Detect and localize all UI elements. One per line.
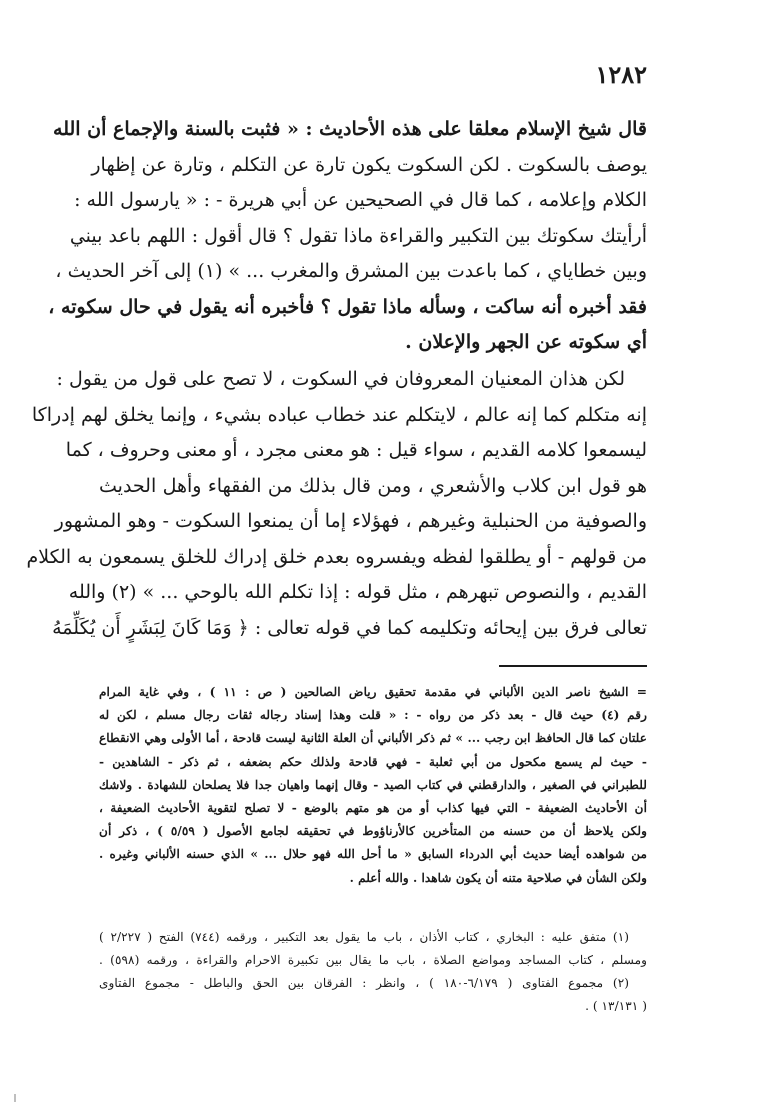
note-line: من شواهده أيضا حديث أبي الدرداء السابق « ما أحل الله فهو حلال ... » الذي حسنه الألباني وغيره .	[99, 847, 647, 862]
text-line: تعالى فرق بين إيحائه وتكليمه كما في قوله تعالى : ﴿ وَمَا كَانَ لِبَشَرٍ أَن يُكَلِّمَهُ	[52, 616, 647, 639]
text-line: القديم ، والنصوص تبهرهم ، مثل قوله : إذا تكلم الله بالوحي ... » (٢) والله	[68, 581, 647, 603]
margin-mark	[14, 1094, 16, 1102]
text-line: قال شيخ الإسلام معلقا على هذه الأحاديث : « فثبت بالسنة والإجماع أن الله	[53, 118, 647, 140]
text-line: ليسمعوا كلامه القديم ، سواء قيل : هو معنى مجرد ، أو معنى وحروف ، كما	[65, 439, 647, 461]
text-line: من قولهم - أو يطلقوا لفظه ويفسروه بعدم خلق إدراك للخلق يسمعون به الكلام	[26, 545, 647, 568]
text-line: إنه متكلم كما إنه عالم ، لايتكلم عند خطاب عباده بشيء ، وإنما يخلق لهم إدراكا	[31, 403, 647, 426]
footnote-line: ومسلم ، كتاب المساجد ومواضع الصلاة ، باب ما يقال بين تكبيرة الاحرام والقراءة ، ورقمه (٥٩٨) .	[99, 953, 647, 967]
page-number: ١٢٨٢	[595, 60, 647, 89]
footnote-separator	[499, 665, 647, 667]
footnote-line: (٢) مجموع الفتاوى ( ٦/١٧٩-١٨٠ ) ، وانظر : الفرقان بين الحق والباطل - مجموع الفتاوى	[99, 976, 629, 990]
footnote-line: (١) متفق عليه : البخاري ، كتاب الأذان ، باب ما يقول بعد التكبير ، ورقمه (٧٤٤) الفتح ( ٢/٢٢٧ )	[99, 930, 629, 944]
note-line: - حيث لم يسمع مكحول من أبي ثعلبة - فهي قادحة ولذلك حكم بضعفه ، ثم ذكر - الشاهدين -	[99, 754, 647, 769]
note-line: ولكن يلاحظ أن من حسنه من المتأخرين كالأرناؤوط في تحقيقه لجامع الأصول ( ٥/٥٩ ) ، ذكر أن	[99, 824, 647, 839]
footnotes	[99, 926, 647, 1018]
text-line: هو قول ابن كلاب والأشعري ، ومن قال بذلك من الفقهاء وأهل الحديث	[99, 474, 647, 497]
continued-note	[99, 681, 647, 890]
note-line: = الشيخ ناصر الدين الألباني في مقدمة تحقيق رياض الصالحين ( ص : ١١ ) ، وفي غاية المرام	[99, 685, 647, 699]
note-line: للطبراني في الصغير ، والدارقطني في كتاب الصيد - وقال إنهما واهيان جدا فلا يصلحان للشهادة . ولاشك	[99, 777, 647, 792]
text-line: وبين خطاياي ، كما باعدت بين المشرق والمغرب ... » (١) إلى آخر الحديث ،	[55, 260, 647, 282]
note-line: علتان كما قال الحافظ ابن رجب ... » ثم ذكر الألباني أن العلة الثانية ليست قادحة ، أما الأولى وهي الانقطاع	[99, 731, 647, 746]
text-line: فقد أخبره أنه ساكت ، وسأله ماذا تقول ؟ فأخبره أنه يقول في حال سكوته ،	[48, 295, 647, 318]
note-line: أن الأحاديث الضعيفة - التي فيها كذاب أو من هو متهم بالوضع - لا تصلح لتقوية الأحاديث الضعيفة ،	[99, 800, 647, 815]
text-line: أي سكوته عن الجهر والإعلان .	[405, 331, 647, 353]
text-line: يوصف بالسكوت . لكن السكوت يكون تارة عن التكلم ، وتارة عن إظهار	[91, 153, 647, 176]
text-line: الكلام وإعلامه ، كما قال في الصحيحين عن أبي هريرة - : « يارسول الله :	[74, 189, 647, 211]
text-line: لكن هذان المعنيان المعروفان في السكوت ، لا تصح على قول من يقول :	[56, 368, 625, 390]
footnote-line: ( ١٣/١٣١ ) .	[585, 999, 647, 1013]
text-line: والصوفية من الحنبلية وغيرهم ، فهؤلاء إما أن يمنعوا السكوت - وهو المشهور	[54, 510, 647, 532]
note-line: رقم (٤) حيث قال - بعد ذكر من رواه - : « قلت وهذا إسناد رجاله ثقات رجال مسلم ، لكن له	[99, 708, 647, 723]
paragraph-1	[48, 112, 647, 361]
text-line: أرأيتك سكوتك بين التكبير والقراءة ماذا تقول ؟ قال أقول : اللهم باعد بيني	[69, 224, 647, 247]
note-line: ولكن الشأن في صلاحية متنه أن يكون شاهدا . والله أعلم .	[349, 870, 647, 885]
paragraph-2	[26, 362, 647, 646]
